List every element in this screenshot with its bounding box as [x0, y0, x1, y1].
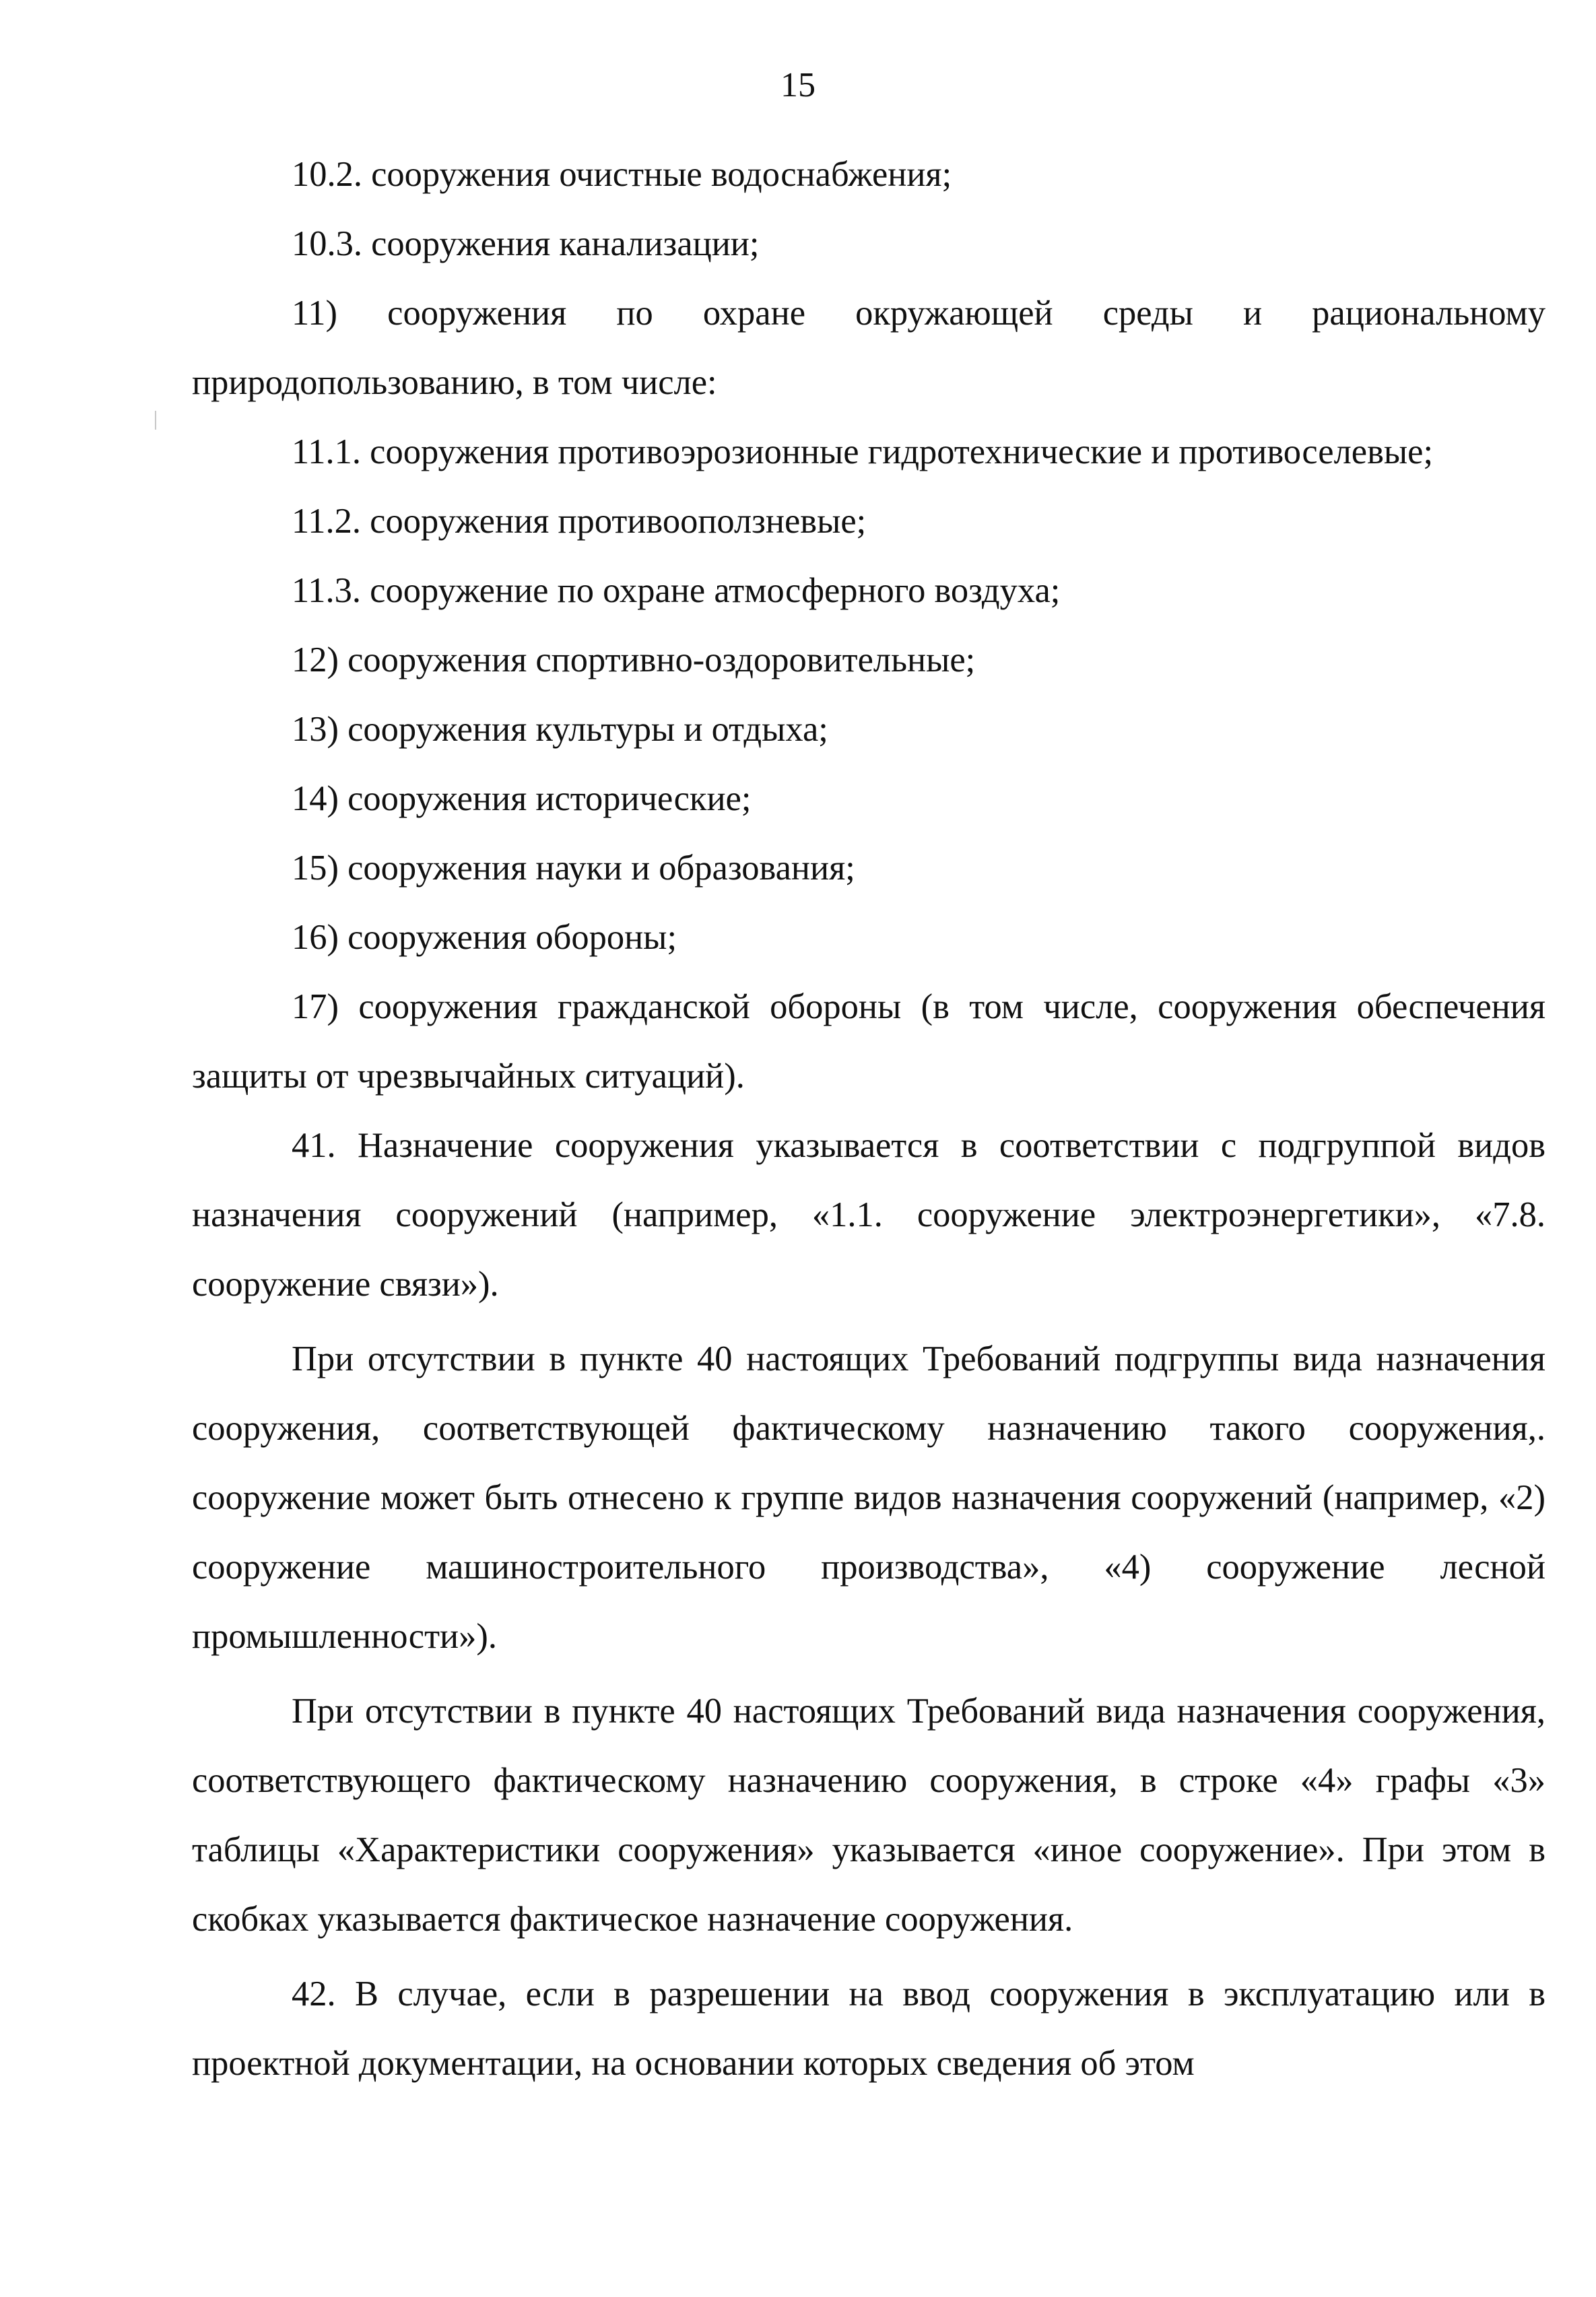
paragraph-42: 42. В случае, если в разрешении на ввод сооружения в эксплуатацию или в проектной документации, на основании которых сведения об этом: [192, 1974, 1545, 2083]
paragraph-13: 13) сооружения культуры и отдыха;: [292, 710, 828, 749]
paragraph-10-2: 10.2. сооружения очистные водоснабжения;: [292, 155, 952, 194]
page-number: 15: [780, 66, 816, 104]
paragraph-10-3: 10.3. сооружения канализации;: [292, 224, 760, 263]
paragraph-41: 41. Назначение сооружения указывается в соответствии с подгруппой видов назначения сооружений (например, «1.1. сооружение электроэнергетики», «7.8. сооружение связи»).: [192, 1126, 1545, 1304]
paragraph-15: 15) сооружения науки и образования;: [292, 848, 855, 888]
paragraph-absence-subgroup: При отсутствии в пункте 40 настоящих Требований подгруппы вида назначения сооружения, соответствующей фактическому назначению такого сооружения,. сооружение может быть отнесено к группе видов назначения сооружений (например, «2) сооружение машиностроительного производства», «4) сооружение лесной промышленности»).: [192, 1339, 1545, 1656]
paragraph-12: 12) сооружения спортивно-оздоровительные;: [292, 640, 976, 679]
paragraph-11: 11) сооружения по охране окружающей среды и рациональному природопользованию, в том числе:: [192, 294, 1545, 402]
document-body: [192, 140, 1545, 2098]
paragraph-16: 16) сооружения обороны;: [292, 918, 677, 957]
paragraph-11-1: 11.1. сооружения противоэрозионные гидротехнические и противоселевые;: [292, 432, 1434, 471]
paragraph-17: 17) сооружения гражданской обороны (в том числе, сооружения обеспечения защиты от чрезвычайных ситуаций).: [192, 987, 1545, 1096]
paragraph-11-2: 11.2. сооружения противооползневые;: [292, 502, 867, 541]
scan-margin-mark: [155, 411, 156, 430]
paragraph-11-3: 11.3. сооружение по охране атмосферного воздуха;: [292, 571, 1061, 610]
paragraph-14: 14) сооружения исторические;: [292, 779, 752, 818]
paragraph-absence-type: При отсутствии в пункте 40 настоящих Требований вида назначения сооружения, соответствующего фактическому назначению сооружения, в строке «4» графы «3» таблицы «Характеристики сооружения» указывается «иное сооружение». При этом в скобках указывается фактическое назначение сооружения.: [192, 1692, 1545, 1939]
